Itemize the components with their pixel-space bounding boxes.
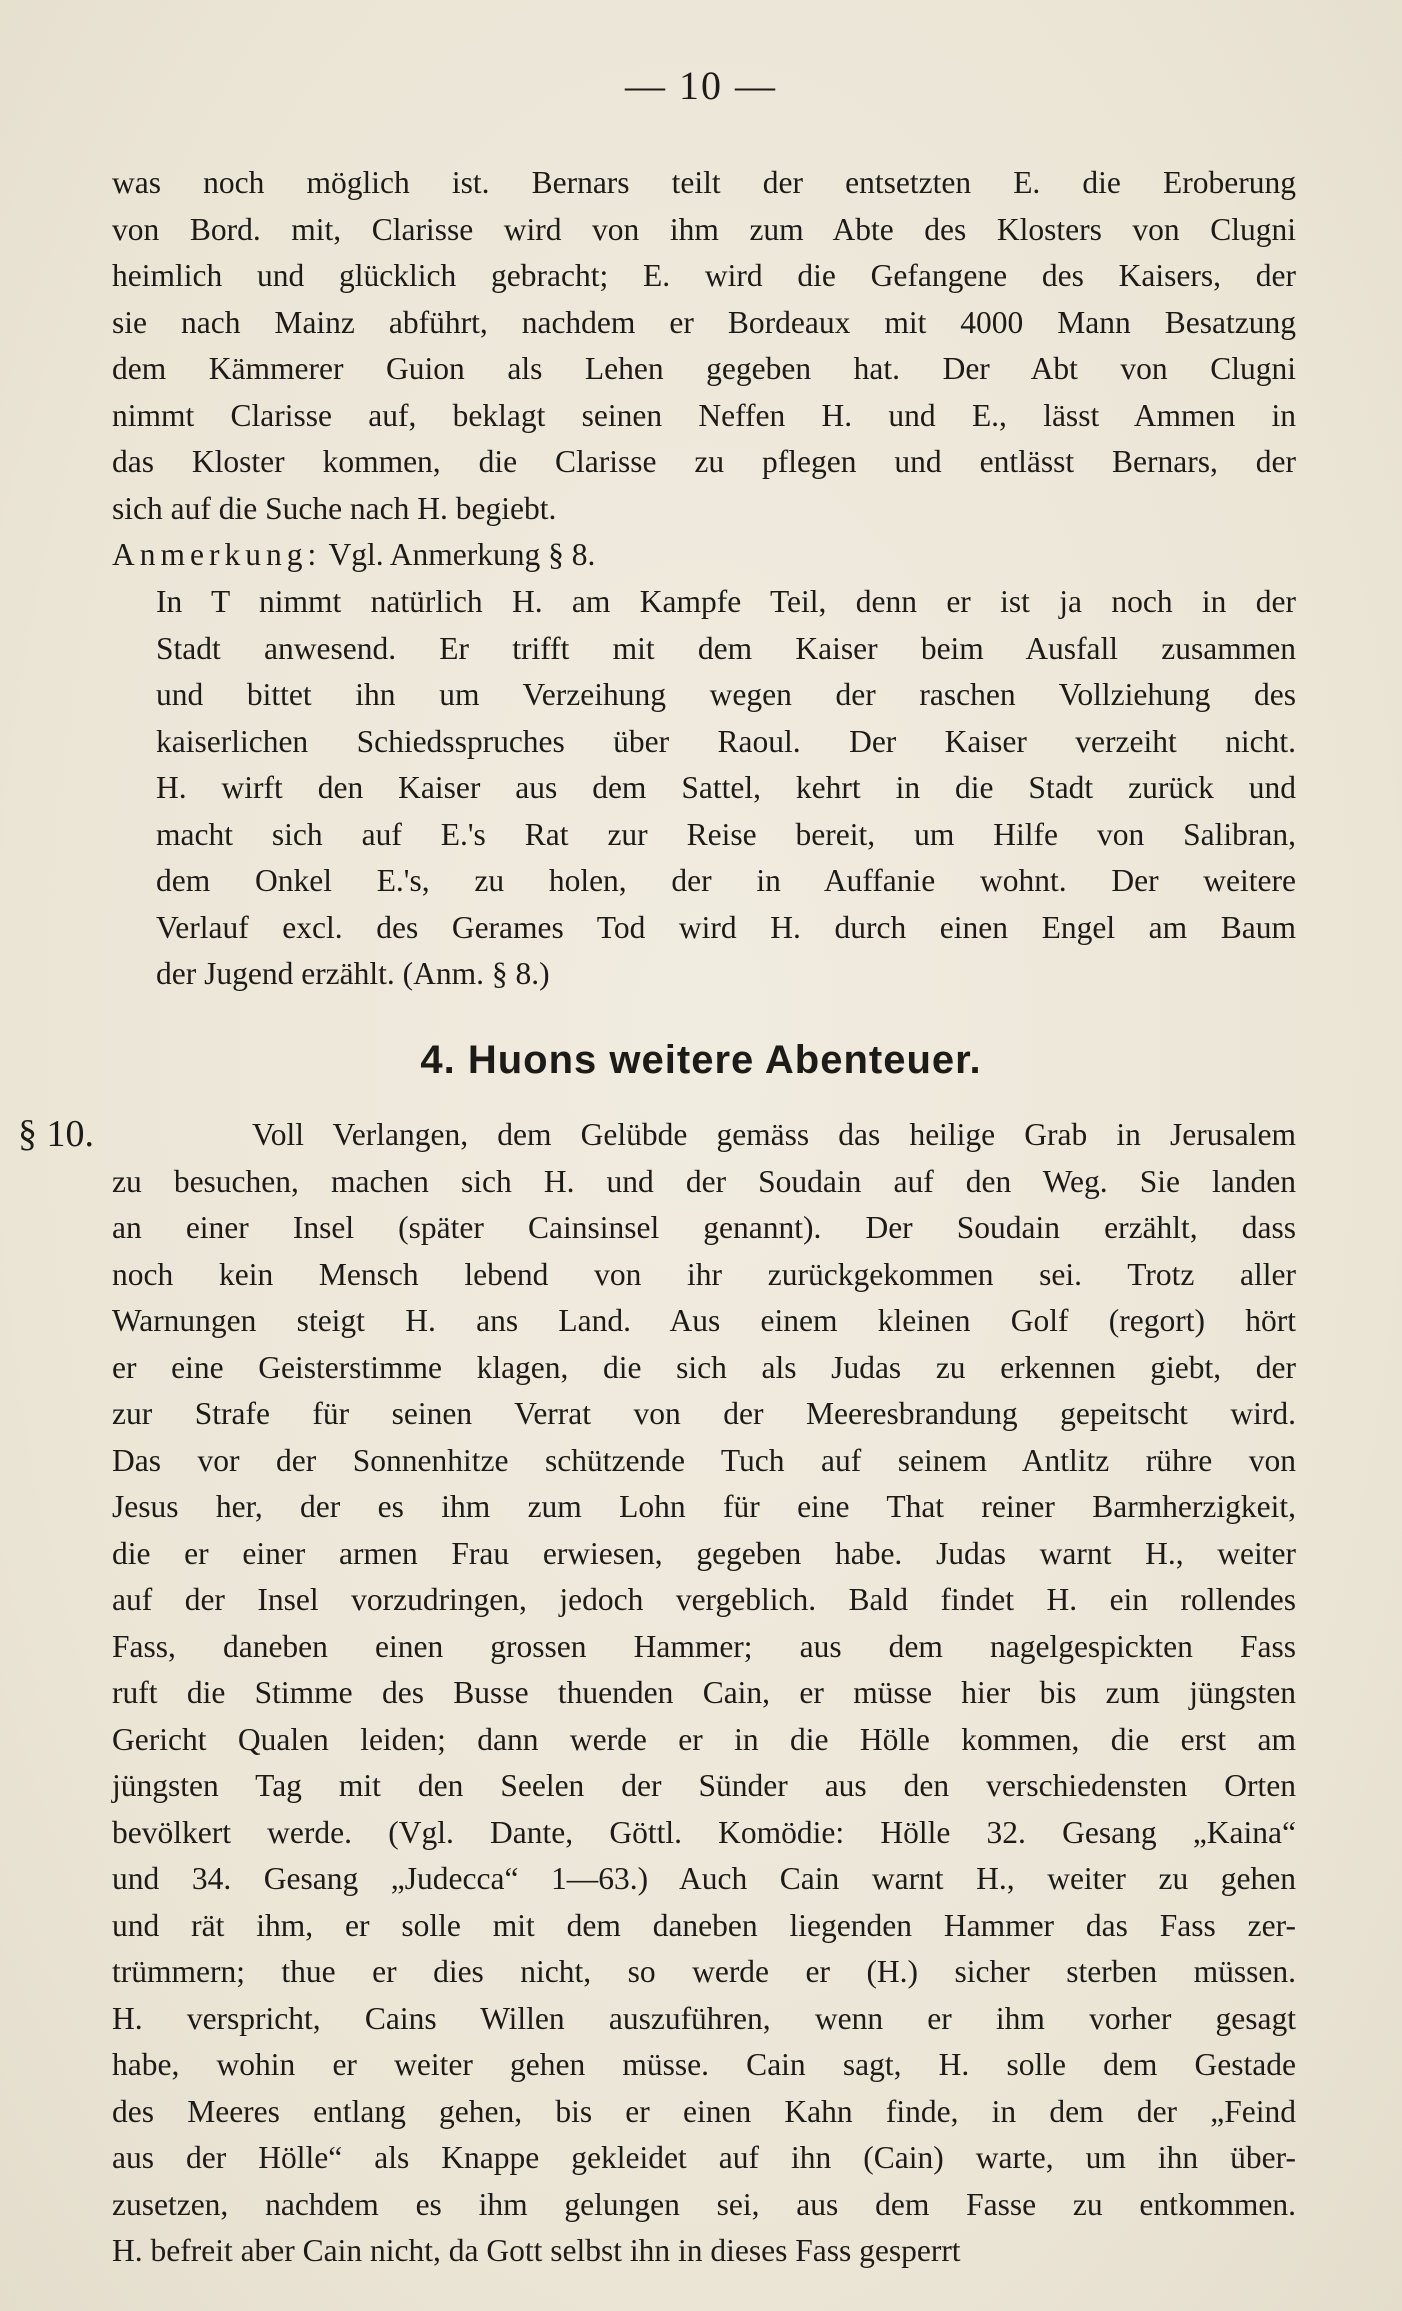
text-line: Verlauf excl. des Gerames Tod wird H. durch einen Engel am Baum xyxy=(156,909,1296,945)
text-line: bevölkert werde. (Vgl. Dante, Göttl. Komödie: Hölle 32. Gesang „Kaina“ xyxy=(112,1814,1296,1850)
text-line: zur Strafe für seinen Verrat von der Meeresbrandung gepeitscht wird. xyxy=(112,1396,1296,1431)
text-line: sie nach Mainz abführt, nachdem er Bordeaux mit 4000 Mann Besatzung xyxy=(112,304,1296,340)
text-line: sich auf die Suche nach H. begiebt. xyxy=(112,490,557,526)
text-line: H. befreit aber Cain nicht, da Gott selbst ihn in dieses Fass gesperrt xyxy=(112,2233,961,2268)
text-line: aus der Hölle“ als Knappe gekleidet auf ihn (Cain) warte, um ihn über- xyxy=(112,2140,1296,2175)
text-line: trümmern; thue er dies nicht, so werde er (H.) sicher sterben müssen. xyxy=(112,1954,1296,1989)
anmerkung-label: Anmerkung: xyxy=(112,537,322,572)
text-line: macht sich auf E.'s Rat zur Reise bereit, um Hilfe von Salibran, xyxy=(156,816,1296,852)
text-line: Warnungen steigt H. ans Land. Aus einem kleinen Golf (regort) hört xyxy=(112,1303,1296,1338)
text-line: ruft die Stimme des Busse thuenden Cain, er müsse hier bis zum jüngsten xyxy=(112,1675,1296,1710)
text-line: an einer Insel (später Cainsinsel genannt). Der Soudain erzählt, dass xyxy=(112,1210,1296,1245)
text-line: Voll Verlangen, dem Gelübde gemäss das heilige Grab in Jerusalem xyxy=(252,1117,1296,1152)
text-line: habe, wohin er weiter gehen müsse. Cain sagt, H. solle dem Gestade xyxy=(112,2047,1296,2082)
text-line: das Kloster kommen, die Clarisse zu pflegen und entlässt Bernars, der xyxy=(112,444,1296,479)
text-line: jüngsten Tag mit den Seelen der Sünder aus den verschiedensten Orten xyxy=(112,1768,1296,1803)
section-mark: § 10. xyxy=(18,1113,94,1155)
text-line: In T nimmt natürlich H. am Kampfe Teil, denn er ist ja noch in der xyxy=(156,584,1296,619)
text-line: nimmt Clarisse auf, beklagt seinen Neffen H. und E., lässt Ammen in xyxy=(112,397,1296,433)
text-line: der Jugend erzählt. (Anm. § 8.) xyxy=(156,956,550,991)
text-line: Gericht Qualen leiden; dann werde er in die Hölle kommen, die erst am xyxy=(112,1721,1296,1757)
text-line: und 34. Gesang „Judecca“ 1—63.) Auch Cain warnt H., weiter zu gehen xyxy=(112,1861,1296,1896)
text-line: er eine Geisterstimme klagen, die sich als Judas zu erkennen giebt, der xyxy=(112,1349,1296,1385)
text-line: des Meeres entlang gehen, bis er einen Kahn finde, in dem der „Feind xyxy=(112,2093,1296,2129)
text-line: Jesus her, der es ihm zum Lohn für eine That reiner Barmherzigkeit, xyxy=(112,1489,1296,1524)
text-line: und rät ihm, er solle mit dem daneben liegenden Hammer das Fass zer- xyxy=(112,1907,1296,1943)
text-line: kaiserlichen Schiedsspruches über Raoul. Der Kaiser verzeiht nicht. xyxy=(156,723,1296,759)
page-number: — 10 — xyxy=(625,63,777,108)
text-line: noch kein Mensch lebend von ihr zurückgekommen sei. Trotz aller xyxy=(112,1256,1296,1292)
text-line: was noch möglich ist. Bernars teilt der entsetzten E. die Eroberung xyxy=(112,165,1296,200)
text-line: zusetzen, nachdem es ihm gelungen sei, aus dem Fasse zu entkommen. xyxy=(112,2186,1296,2222)
anmerkung-text: Vgl. Anmerkung § 8. xyxy=(321,537,596,572)
paragraph-intro xyxy=(112,160,1296,532)
section-heading: 4. Huons weitere Abenteuer. xyxy=(420,1038,982,1082)
text-line: dem Kämmerer Guion als Lehen gegeben hat. Der Abt von Clugni xyxy=(112,351,1296,386)
text-line: Fass, daneben einen grossen Hammer; aus dem nagelgespickten Fass xyxy=(112,1628,1296,1664)
text-line: die er einer armen Frau erwiesen, gegeben habe. Judas warnt H., weiter xyxy=(112,1535,1296,1571)
text-line: zu besuchen, machen sich H. und der Soudain auf den Weg. Sie landen xyxy=(112,1163,1296,1199)
text-line: heimlich und glücklich gebracht; E. wird die Gefangene des Kaisers, der xyxy=(112,258,1296,293)
text-line: H. wirft den Kaiser aus dem Sattel, kehrt in die Stadt zurück und xyxy=(156,770,1296,805)
text-line: und bittet ihn um Verzeihung wegen der raschen Vollziehung des xyxy=(156,677,1296,712)
anmerkung-row xyxy=(112,532,1296,579)
text-line: dem Onkel E.'s, zu holen, der in Auffanie wohnt. Der weitere xyxy=(156,863,1296,898)
text-line: Stadt anwesend. Er trifft mit dem Kaiser beim Ausfall zusammen xyxy=(156,630,1296,666)
text-line: von Bord. mit, Clarisse wird von ihm zum Abte des Klosters von Clugni xyxy=(112,211,1296,247)
paragraph-note-t xyxy=(156,579,1296,998)
text-line: H. verspricht, Cains Willen auszuführen, wenn er ihm vorher gesagt xyxy=(112,2000,1296,2036)
anmerkung-line xyxy=(112,532,1296,579)
paragraph-section-10 xyxy=(112,1112,1296,2275)
text-line: Das vor der Sonnenhitze schützende Tuch auf seinem Antlitz rühre von xyxy=(112,1442,1296,1478)
text-line: auf der Insel vorzudringen, jedoch vergeblich. Bald findet H. ein rollendes xyxy=(112,1582,1296,1617)
